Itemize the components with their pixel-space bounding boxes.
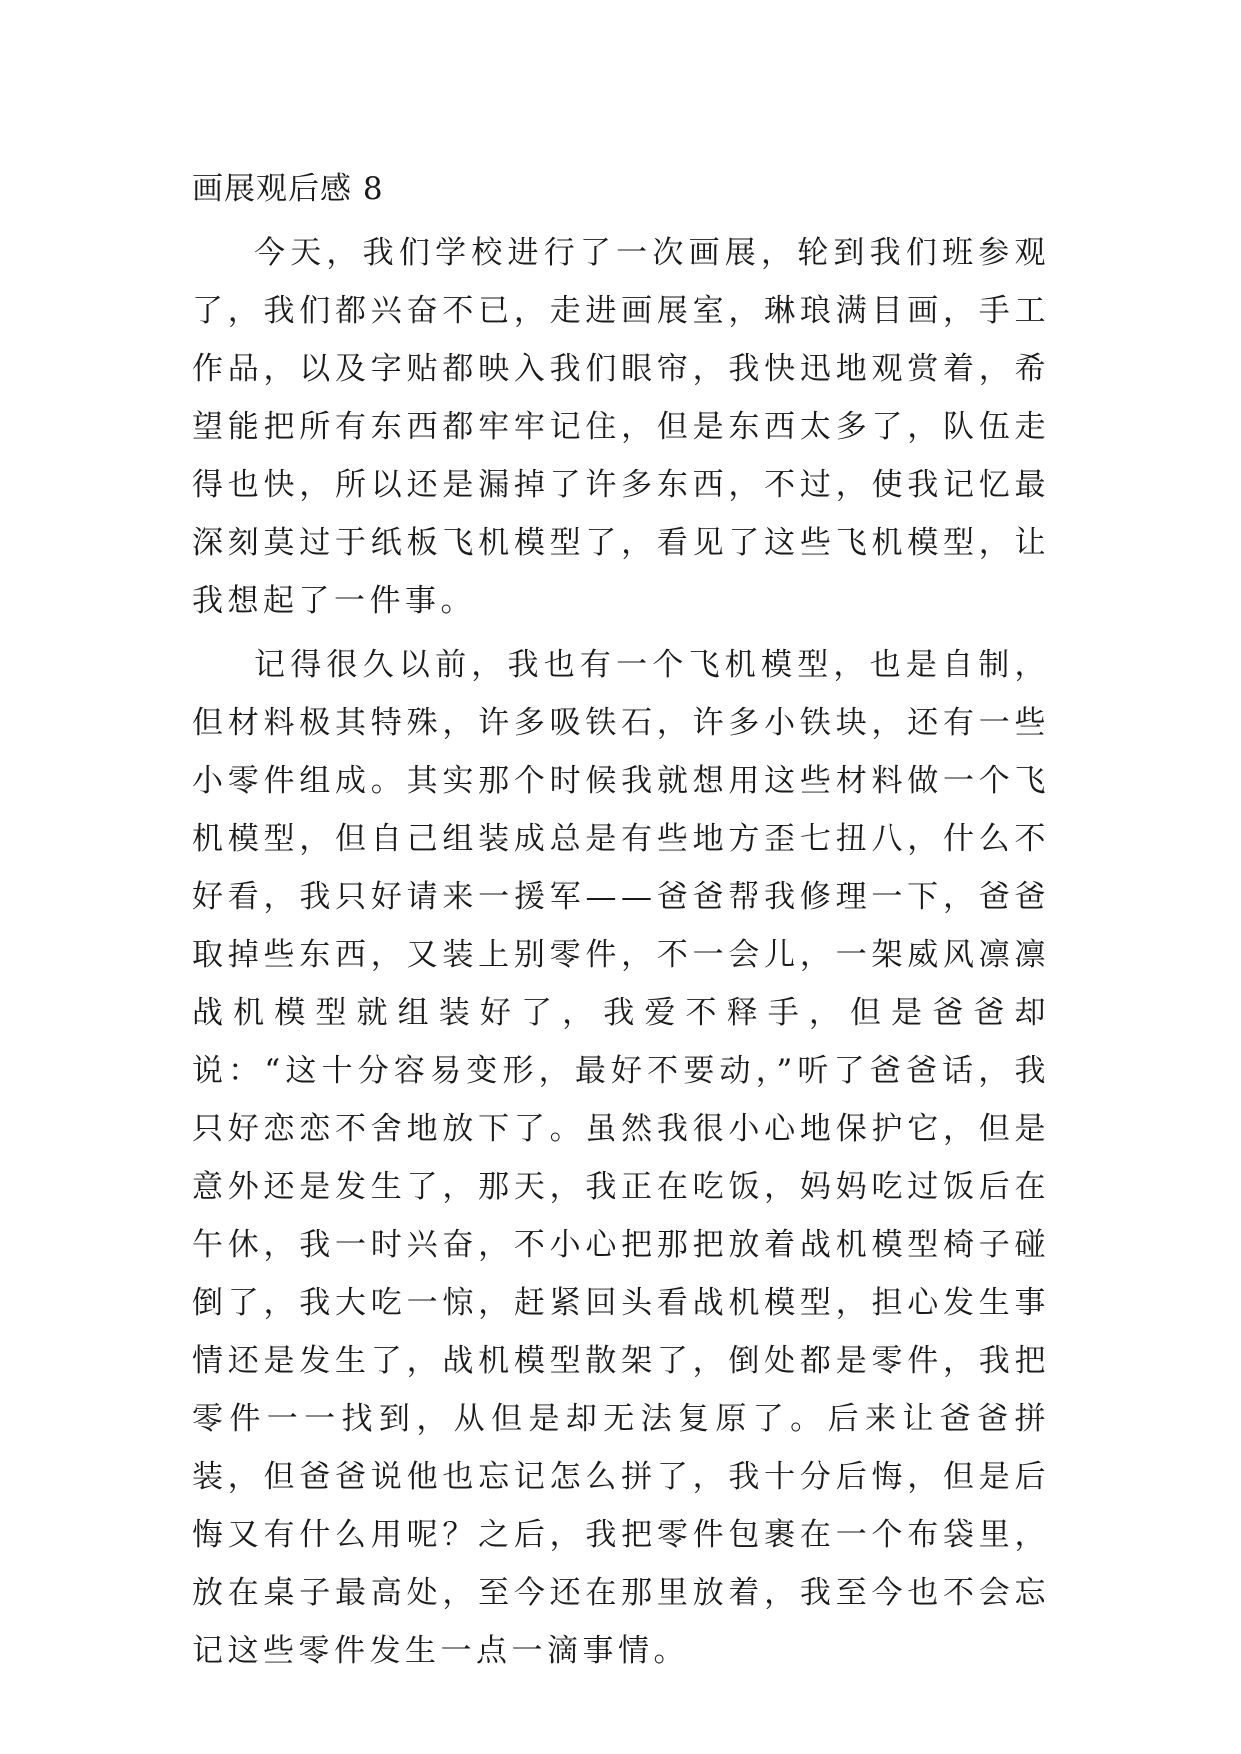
document-body [192, 160, 1050, 1686]
paragraph-1: 今天，我们学校进行了一次画展，轮到我们班参观了，我们都兴奋不已，走进画展室，琳琅满目画，手工作品，以及字贴都映入我们眼帘，我快迅地观赏着，希望能把所有东西都牢牢记住，但是东西太多了，队伍走得也快，所以还是漏掉了许多东西，不过，使我记忆最深刻莫过于纸板飞机模型了，看见了这些飞机模型，让我想起了一件事。 [192, 235, 1050, 619]
document-title: 画展观后感 8 [192, 171, 384, 207]
paragraph-2: 记得很久以前，我也有一个飞机模型，也是自制，但材料极其特殊，许多吸铁石，许多小铁块，还有一些小零件组成。其实那个时候我就想用这些材料做一个飞机模型，但自己组装成总是有些地方歪七扭八，什么不好看，我只好请来一援军——爸爸帮我修理一下，爸爸取掉些东西，又装上别零件，不一会儿，一架威风凛凛战机模型就组装好了，我爱不释手，但是爸爸却说：“这十分容易变形，最好不要动，”听了爸爸话，我只好恋恋不舍地放下了。虽然我很小心地保护它，但是意外还是发生了，那天，我正在吃饭，妈妈吃过饭后在午休，我一时兴奋，不小心把那把放着战机模型椅子碰倒了，我大吃一惊，赶紧回头看战机模型，担心发生事情还是发生了，战机模型散架了，倒处都是零件，我把零件一一找到，从但是却无法复原了。后来让爸爸拼装，但爸爸说他也忘记怎么拼了，我十分后悔，但是后悔又有什么用呢？之后，我把零件包裹在一个布袋里，放在桌子最高处，至今还在那里放着，我至今也不会忘记这些零件发生一点一滴事情。 [192, 647, 1050, 1669]
